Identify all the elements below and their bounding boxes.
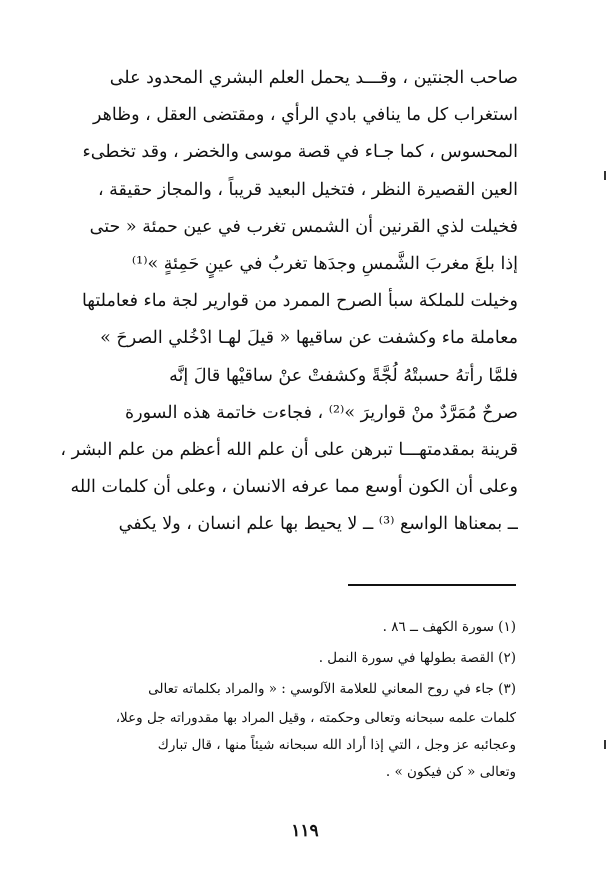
text-line: وخيلت للملكة سبأ الصرح الممرد من قوارير لجة ماء فعاملتها: [81, 291, 518, 312]
text-line: فخيلت لذي القرنين أن الشمس تغرب في عين حمئة « حتى: [89, 216, 518, 237]
text-line: معاملة ماء وكشفت عن ساقيها « قيلَ لهـا ادْخُلي الصرحَ »: [100, 328, 518, 349]
footnote-3-line: وتعالى « كن فيكون » .: [385, 764, 516, 780]
main-text: [52, 60, 518, 543]
text-line: إذا بلغَ مغربَ الشَّمسِ وجدَها تغربُ في عينٍ حَمِئةٍ »⁽¹⁾: [131, 253, 518, 274]
text-line: وعلى أن الكون أوسع مما عرفه الانسان ، وعلى أن كلمات الله: [70, 477, 518, 498]
footnote-separator: [348, 584, 516, 586]
footnote-1: (١) سورة الكهف ــ ٨٦ .: [382, 619, 516, 635]
scan-mark: [604, 171, 606, 180]
text-line: قرينة بمقدمتهـــا تبرهن على أن علم الله أعظم من علم البشر ،: [60, 439, 518, 460]
text-line: العين القصيرة النظر ، فتخيل البعيد قريباً ، والمجاز حقيقة ،: [97, 179, 518, 200]
text-line: صرحٌ مُمَرَّدٌ منْ قواريرَ »⁽²⁾ ، فجاءت خاتمة هذه السورة: [125, 402, 518, 423]
footnote-3-line: وعجائبه عز وجل ، التي إذا أراد الله سبحانه شيئاً منها ، قال تبارك: [157, 737, 516, 753]
page-number: ١١٩: [291, 821, 319, 841]
text-line: صاحب الجنتين ، وقـــد يحمل العلم البشري المحدود على: [109, 68, 518, 88]
footnotes: [52, 612, 516, 786]
text-line: ــ بمعناها الواسع ⁽³⁾ ــ لا يحيط بها علم انسان ، ولا يكفي: [118, 514, 518, 535]
footnote-3: (٣) جاء في روح المعاني للعلامة الآلوسي : « والمراد بكلماته تعالى: [148, 681, 516, 697]
scan-mark: [604, 740, 606, 749]
footnote-3-line: كلمات علمه سبحانه وتعالى وحكمته ، وقيل المراد بها مقدوراته جل وعلا،: [115, 710, 516, 726]
text-line: فلمَّا رأتهُ حسبتْهُ لُجَّةً وكشفتْ عنْ ساقيْها قالَ إنَّه: [169, 365, 518, 386]
footnote-2: (٢) القصة بطولها في سورة النمل .: [318, 650, 516, 666]
text-line: استغراب كل ما ينافي بادي الرأي ، ومقتضى العقل ، وظاهر: [92, 105, 518, 126]
text-line: المحسوس ، كما جـاء في قصة موسى والخضر ، وقد تخطىء: [82, 142, 518, 163]
